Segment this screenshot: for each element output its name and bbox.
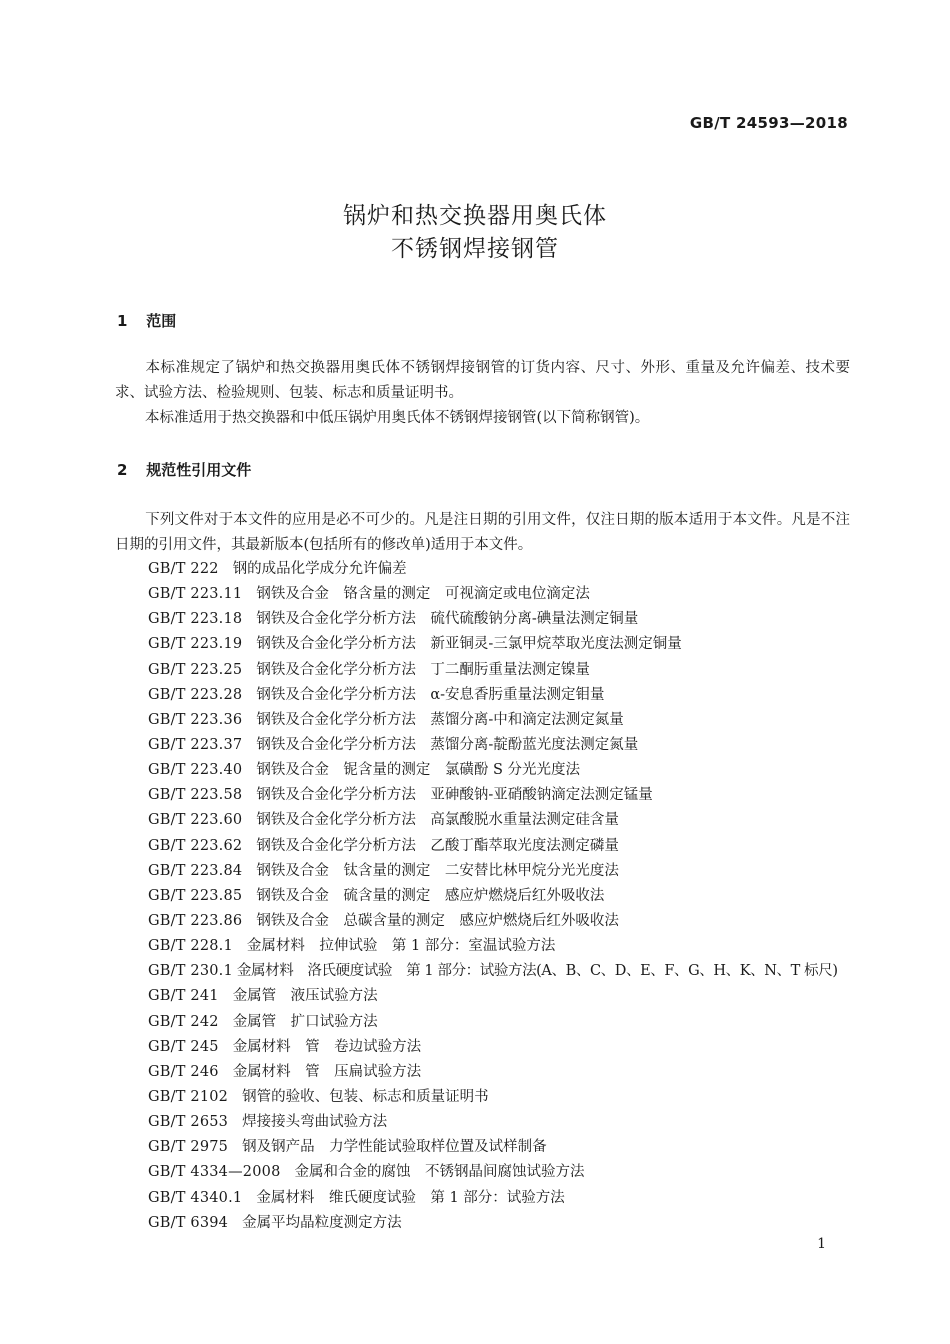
normative-reference-list — [148, 557, 853, 1236]
paragraph-text: 下列文件对于本文件的应用是必不可少的。凡是注日期的引用文件，仅注日期的版本适用于本文件。凡是不注日期的引用文件，其最新版本(包括所有的修改单)适用于本文件。 — [115, 512, 850, 553]
section-number: 2 — [117, 461, 128, 479]
reference-item — [148, 783, 853, 808]
reference-title: 钢铁及合金化学分析方法 丁二酮肟重量法测定镍量 — [256, 661, 590, 678]
reference-title: 钢铁及合金化学分析方法 亚砷酸钠-亚硝酸钠滴定法测定锰量 — [256, 787, 653, 804]
reference-item — [148, 959, 853, 984]
reference-code: GB/T 2975 — [148, 1139, 229, 1156]
reference-item — [148, 808, 853, 833]
reference-title: 金属平均晶粒度测定方法 — [242, 1214, 402, 1231]
paragraph-text: 本标准规定了锅炉和热交换器用奥氏体不锈钢焊接钢管的订货内容、尺寸、外形、重量及允许偏差、技术要求、试验方法、检验规则、包装、标志和质量证明书。 — [115, 360, 850, 401]
reference-item — [148, 1085, 853, 1110]
reference-title: 钢铁及合金 钛含量的测定 二安替比林甲烷分光光度法 — [256, 862, 619, 879]
reference-code: GB/T 222 — [148, 561, 219, 577]
reference-code: GB/T 223.58 — [148, 787, 243, 804]
page-number: 1 — [817, 1236, 826, 1252]
reference-code: GB/T 2102 — [148, 1088, 229, 1105]
section-2-paragraph-1 — [115, 508, 850, 558]
reference-code: GB/T 4334—2008 — [148, 1164, 281, 1181]
reference-code: GB/T 223.11 — [148, 586, 243, 603]
reference-title: 钢铁及合金化学分析方法 高氯酸脱水重量法测定硅含量 — [256, 812, 619, 829]
reference-title: 钢管的验收、包装、标志和质量证明书 — [242, 1088, 489, 1105]
reference-item — [148, 1135, 853, 1160]
section-title: 规范性引用文件 — [146, 461, 252, 479]
reference-code: GB/T 242 — [148, 1013, 219, 1030]
reference-title: 钢的成品化学成分允许偏差 — [232, 561, 407, 577]
section-1-paragraph-1 — [115, 356, 850, 406]
reference-title: 钢及钢产品 力学性能试验取样位置及试样制备 — [242, 1139, 547, 1156]
reference-code: GB/T 223.62 — [148, 837, 243, 854]
reference-title: 金属管 液压试验方法 — [232, 988, 378, 1005]
reference-title: 金属材料 拉伸试验 第 1 部分：室温试验方法 — [246, 938, 556, 955]
reference-title: 钢铁及合金化学分析方法 硫代硫酸钠分离-碘量法测定铜量 — [256, 611, 639, 628]
reference-code: GB/T 245 — [148, 1038, 219, 1055]
reference-item — [148, 733, 853, 758]
reference-title: 钢铁及合金化学分析方法 蒸馏分离-靛酚蓝光度法测定氮量 — [256, 736, 639, 753]
reference-code: GB/T 223.25 — [148, 661, 243, 678]
reference-item — [148, 1211, 853, 1236]
reference-title: 钢铁及合金 铌含量的测定 氯磺酚 S 分光光度法 — [256, 762, 580, 779]
reference-code: GB/T 223.60 — [148, 812, 243, 829]
reference-item — [148, 984, 853, 1009]
section-title: 范围 — [146, 312, 177, 330]
reference-item — [148, 607, 853, 632]
reference-title: 金属材料 洛氏硬度试验 第 1 部分：试验方法(A、B、C、D、E、F、G、H、K、N、T 标尺) — [236, 963, 838, 980]
reference-title: 金属和合金的腐蚀 不锈钢晶间腐蚀试验方法 — [294, 1164, 585, 1181]
section-number: 1 — [117, 312, 128, 330]
reference-code: GB/T 2653 — [148, 1114, 229, 1131]
reference-item — [148, 909, 853, 934]
reference-code: GB/T 230.1 — [148, 963, 233, 980]
reference-title: 钢铁及合金 铬含量的测定 可视滴定或电位滴定法 — [256, 586, 590, 603]
reference-title: 金属管 扩口试验方法 — [232, 1013, 378, 1030]
reference-code: GB/T 223.37 — [148, 736, 243, 753]
reference-item — [148, 1035, 853, 1060]
reference-title: 钢铁及合金化学分析方法 新亚铜灵-三氯甲烷萃取光度法测定铜量 — [256, 636, 682, 653]
reference-item — [148, 1010, 853, 1035]
reference-title: 钢铁及合金化学分析方法 乙酸丁酯萃取光度法测定磷量 — [256, 837, 619, 854]
reference-title: 金属材料 管 压扁试验方法 — [232, 1063, 422, 1080]
reference-title: 钢铁及合金 总碳含量的测定 感应炉燃烧后红外吸收法 — [256, 912, 619, 929]
reference-item — [148, 658, 853, 683]
reference-item — [148, 683, 853, 708]
reference-code: GB/T 4340.1 — [148, 1189, 243, 1206]
reference-item — [148, 934, 853, 959]
section-1-paragraph-2 — [115, 406, 850, 431]
reference-item — [148, 557, 853, 582]
reference-item — [148, 758, 853, 783]
reference-title: 钢铁及合金 硫含量的测定 感应炉燃烧后红外吸收法 — [256, 887, 605, 904]
reference-item — [148, 708, 853, 733]
reference-code: GB/T 246 — [148, 1063, 219, 1080]
reference-code: GB/T 223.36 — [148, 711, 243, 728]
reference-item — [148, 1160, 853, 1185]
reference-code: GB/T 223.84 — [148, 862, 243, 879]
reference-code: GB/T 223.28 — [148, 686, 243, 703]
reference-item — [148, 1060, 853, 1085]
standard-code: GB/T 24593—2018 — [689, 114, 848, 132]
document-title-line-1: 锅炉和热交换器用奥氏体 — [343, 203, 607, 229]
reference-item — [148, 884, 853, 909]
reference-item — [148, 582, 853, 607]
reference-code: GB/T 241 — [148, 988, 219, 1005]
reference-code: GB/T 6394 — [148, 1214, 229, 1231]
reference-title: 焊接接头弯曲试验方法 — [242, 1114, 388, 1131]
reference-title: 钢铁及合金化学分析方法 α-安息香肟重量法测定钼量 — [256, 686, 605, 703]
reference-item — [148, 1110, 853, 1135]
reference-code: GB/T 223.19 — [148, 636, 243, 653]
reference-code: GB/T 223.86 — [148, 912, 243, 929]
reference-item — [148, 1186, 853, 1211]
reference-item — [148, 859, 853, 884]
reference-code: GB/T 223.18 — [148, 611, 243, 628]
document-title-line-2: 不锈钢焊接钢管 — [391, 236, 559, 262]
reference-code: GB/T 228.1 — [148, 938, 233, 955]
reference-item — [148, 632, 853, 657]
section-2-heading — [117, 459, 251, 480]
reference-code: GB/T 223.40 — [148, 762, 243, 779]
section-1-heading — [117, 310, 176, 331]
paragraph-text: 本标准适用于热交换器和中低压锅炉用奥氏体不锈钢焊接钢管(以下简称钢管)。 — [145, 410, 650, 426]
reference-item — [148, 834, 853, 859]
reference-code: GB/T 223.85 — [148, 887, 243, 904]
reference-title: 钢铁及合金化学分析方法 蒸馏分离-中和滴定法测定氮量 — [256, 711, 624, 728]
reference-title: 金属材料 管 卷边试验方法 — [232, 1038, 422, 1055]
reference-title: 金属材料 维氏硬度试验 第 1 部分：试验方法 — [256, 1189, 565, 1206]
